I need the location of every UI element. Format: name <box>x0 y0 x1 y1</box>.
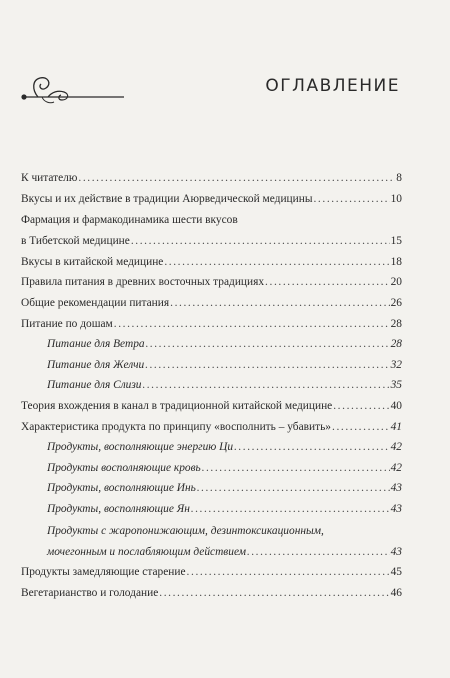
toc-entry <box>21 396 402 417</box>
toc-entry <box>21 334 402 355</box>
toc-entry <box>21 355 402 376</box>
toc-entry <box>21 562 402 583</box>
toc-entry-label: Теория вхождения в канал в традиционной китайской медицине <box>21 399 333 412</box>
dot-leader <box>145 355 389 376</box>
toc-entry <box>21 437 402 458</box>
toc-entry <box>21 478 402 499</box>
dot-leader <box>164 252 389 273</box>
toc-entry <box>21 314 402 335</box>
dot-leader <box>143 375 390 396</box>
dot-leader <box>114 314 390 335</box>
toc-entry-page: 28 <box>390 317 402 330</box>
dot-leader <box>234 437 390 458</box>
toc-entry-label: Продукты восполняющие кровь <box>47 461 201 474</box>
chapter-header <box>18 70 400 110</box>
dot-leader <box>313 189 389 210</box>
dot-leader <box>131 231 390 252</box>
toc-entry-label: Вкусы и их действие в традиции Аюрведической медицины <box>21 192 313 205</box>
dot-leader <box>170 293 389 314</box>
toc-entry-label: в Тибетской медицине <box>21 235 130 248</box>
toc-entry <box>21 458 402 479</box>
dot-leader <box>191 499 390 520</box>
toc-entry <box>21 293 402 314</box>
toc-entry-label: Питание для Ветра <box>47 338 145 351</box>
toc-entry-label: Правила питания в древних восточных традициях <box>21 276 265 289</box>
toc-entry-page: 15 <box>390 235 402 248</box>
toc-entry-page: 26 <box>390 296 402 309</box>
toc-entry <box>21 417 402 438</box>
dot-leader <box>146 334 390 355</box>
toc-entry-page: 41 <box>390 420 402 433</box>
toc-entry <box>21 542 402 563</box>
toc-entry-label: Вегетарианство и голодание <box>21 586 159 599</box>
toc-entry <box>21 231 402 252</box>
toc-entry-page: 43 <box>390 545 402 558</box>
toc-entry-label: Питание по дошам <box>21 317 113 330</box>
toc-entry-page: 43 <box>390 482 402 495</box>
toc-entry-label: Вкусы в китайской медицине <box>21 255 164 268</box>
toc-entry-page: 8 <box>396 172 402 184</box>
dot-leader <box>197 478 390 499</box>
toc-entry-label: Общие рекомендации питания <box>21 296 170 309</box>
toc-entry <box>21 375 402 396</box>
toc-entry-label: Продукты с жаропонижающим, дезинтоксикационным, <box>47 524 324 537</box>
toc-entry <box>21 168 402 189</box>
toc-entry-page: 43 <box>390 502 402 515</box>
dot-leader <box>78 168 395 189</box>
toc-entry-page: 20 <box>390 276 402 289</box>
dot-leader <box>187 562 390 583</box>
toc-entry-page: 40 <box>390 399 402 412</box>
table-of-contents <box>21 168 402 603</box>
dot-leader <box>265 272 390 293</box>
toc-entry-page: 45 <box>390 566 402 579</box>
toc-entry-page: 35 <box>390 379 402 392</box>
toc-entry <box>21 272 402 293</box>
toc-entry-label: Продукты замедляющие старение <box>21 566 186 579</box>
dot-leader <box>202 458 390 479</box>
toc-entry-page: 10 <box>390 192 402 205</box>
toc-entry-page: 42 <box>390 461 402 474</box>
toc-entry-page: 46 <box>390 586 402 599</box>
toc-entry <box>21 209 402 231</box>
toc-entry-page: 32 <box>390 358 402 371</box>
dot-leader <box>332 417 390 438</box>
toc-entry-page: 18 <box>390 255 402 268</box>
toc-entry-label: Питание для Желчи <box>47 358 145 371</box>
dot-leader <box>159 583 389 604</box>
toc-entry-page: 28 <box>390 338 402 351</box>
toc-entry-page: 42 <box>390 441 402 454</box>
toc-entry <box>21 499 402 520</box>
toc-entry-label: Фармация и фармакодинамика шести вкусов <box>21 214 238 227</box>
toc-entry <box>21 520 402 542</box>
toc-entry-label: Продукты, восполняющие Ян <box>47 502 190 515</box>
toc-entry <box>21 583 402 604</box>
toc-entry-label: Характеристика продукта по принципу «восполнить – убавить» <box>21 420 331 433</box>
dot-leader <box>247 542 390 563</box>
scroll-ornament-icon <box>18 70 128 110</box>
toc-entry-label: Продукты, восполняющие Инь <box>47 482 196 495</box>
toc-entry-label: Питание для Слизи <box>47 379 142 392</box>
toc-entry-label: мочегонным и послабляющим действием <box>47 545 246 558</box>
toc-entry <box>21 252 402 273</box>
dot-leader <box>333 396 389 417</box>
toc-entry-label: Продукты, восполняющие энергию Ци <box>47 441 234 454</box>
toc-entry <box>21 189 402 210</box>
toc-entry-label: К читателю <box>21 172 78 184</box>
page-title: ОГЛАВЛЕНИЕ <box>265 76 400 96</box>
